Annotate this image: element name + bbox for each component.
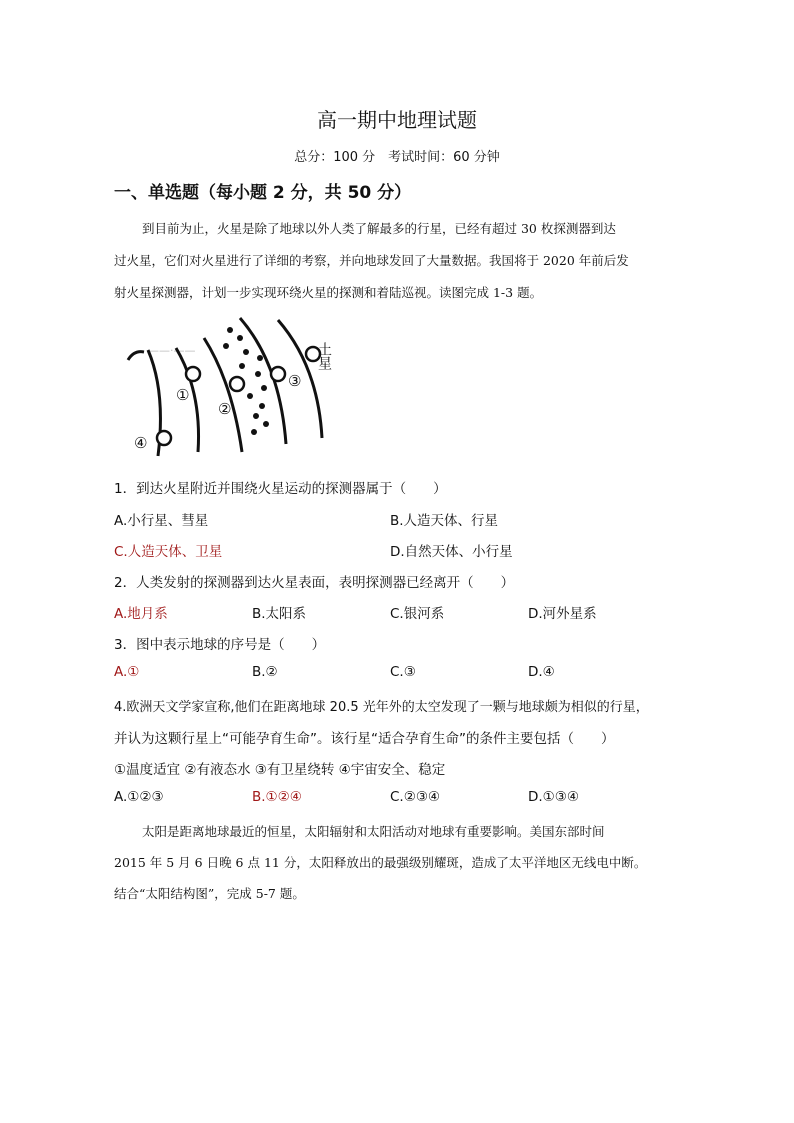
question-4-option-c[interactable]: C.②③④ [390,789,441,805]
orbit-diagram [118,312,358,460]
question-1-option-a[interactable]: A.小行星、彗星 [114,513,209,529]
diagram-bg-text: ——·—— [148,344,196,357]
question-3-option-b[interactable]: B.② [252,664,278,680]
question-3-option-c[interactable]: C.③ [390,664,416,680]
question-2-stem: 2．人类发射的探测器到达火星表面，表明探测器已经离开（ ） [114,575,515,591]
label-1: ① [176,386,190,404]
question-2-option-c[interactable]: C.银河系 [390,606,445,622]
question-3-option-a[interactable]: A.① [114,664,140,680]
planet-3 [271,367,285,381]
label-2: ② [218,400,232,418]
question-4-option-b[interactable]: B.①②④ [252,789,302,805]
question-1-stem: 1．到达火星附近并围绕火星运动的探测器属于（ ） [114,481,447,497]
planet-4 [157,431,171,445]
question-4-option-a[interactable]: A.①②③ [114,789,164,805]
label-saturn: 土星 [316,342,332,370]
question-2-option-d[interactable]: D.河外星系 [528,606,597,622]
planet-1 [186,367,200,381]
page-title: 高一期中地理试题 [317,108,477,132]
orbit-2 [204,338,242,452]
question-1-option-b[interactable]: B.人造天体、行星 [390,513,499,529]
question-4-stem-line-2: 并认为这颗行星上“可能孕育生命”。该行星“适合孕育生命”的条件主要包括（ ） [114,731,615,747]
passage2-line-3: 结合“太阳结构图”，完成 5-7 题。 [114,886,305,901]
passage1-line-1: 到目前为止，火星是除了地球以外人类了解最多的行星，已经有超过 30 枚探测器到达 [142,221,616,236]
question-2-option-b[interactable]: B.太阳系 [252,606,307,622]
passage2-line-1: 太阳是距离地球最近的恒星，太阳辐射和太阳活动对地球有重要影响。美国东部时间 [142,824,605,839]
question-3-option-d[interactable]: D.④ [528,664,555,680]
label-4: ④ [134,434,148,452]
question-3-stem: 3．图中表示地球的序号是（ ） [114,637,326,653]
planet-2 [230,377,244,391]
passage2-line-2: 2015 年 5 月 6 日晚 6 点 11 分，太阳释放出的最强级别耀斑，造成了太平洋地区无线电中断。 [114,855,647,870]
question-4-conditions: ①温度适宜 ②有液态水 ③有卫星绕转 ④宇宙安全、稳定 [114,762,446,778]
passage1-line-2: 过火星，它们对火星进行了详细的考察，并向地球发回了大量数据。我国将于 2020 年前后发 [114,253,629,268]
passage1-line-3: 射火星探测器，计划一步实现环绕火星的探测和着陆巡视。读图完成 1-3 题。 [114,285,543,300]
question-1-option-d[interactable]: D.自然天体、小行星 [390,544,513,560]
question-4-option-d[interactable]: D.①③④ [528,789,579,805]
exam-info: 总分：100 分 考试时间：60 分钟 [294,150,500,165]
label-3: ③ [288,372,302,390]
question-1-option-c[interactable]: C.人造天体、卫星 [114,544,223,560]
question-2-option-a[interactable]: A.地月系 [114,606,168,622]
section-heading: 一、单选题（每小题 2 分，共 50 分） [114,183,412,203]
question-4-stem-line-1: 4.欧洲天文学家宣称,他们在距离地球 20.5 光年外的太空发现了一颗与地球颇为相似的行星， [114,700,649,715]
